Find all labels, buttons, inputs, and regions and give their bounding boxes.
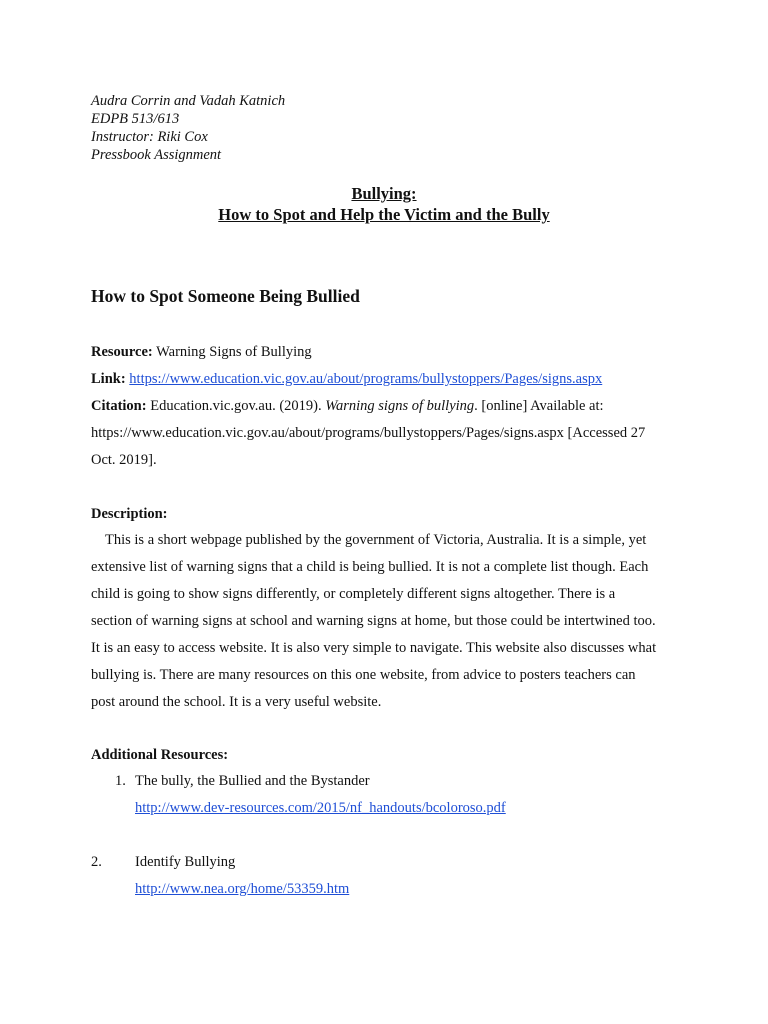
additional-resources-label: Additional Resources: bbox=[91, 747, 229, 763]
list-item-title: Identify Bullying bbox=[135, 854, 236, 870]
section-heading: How to Spot Someone Being Bullied bbox=[91, 286, 360, 306]
bcoloroso-link[interactable]: http://www.dev-resources.com/2015/nf_handouts/bcoloroso.pdf bbox=[135, 800, 506, 816]
citation-label: Citation: bbox=[91, 398, 147, 414]
title-line-1: Bullying: bbox=[351, 184, 417, 203]
resource-line bbox=[91, 344, 312, 361]
citation-post: . [online] Available at: bbox=[474, 398, 604, 414]
course-code: EDPB 513/613 bbox=[91, 111, 180, 127]
description-line: extensive list of warning signs that a child is being bullied. It is not a complete list though. Each bbox=[91, 559, 649, 575]
description-line: bullying is. There are many resources on this one website, from advice to posters teachers can bbox=[91, 667, 636, 683]
citation-line-1 bbox=[91, 398, 604, 415]
resource-value: Warning Signs of Bullying bbox=[152, 344, 312, 360]
citation-line-3: Oct. 2019]. bbox=[91, 452, 157, 468]
list-number: 2. bbox=[91, 854, 102, 870]
document-title bbox=[0, 183, 768, 225]
list-item-link bbox=[135, 881, 349, 898]
authors: Audra Corrin and Vadah Katnich bbox=[91, 93, 286, 109]
description-line: post around the school. It is a very useful website. bbox=[91, 694, 382, 710]
list-number: 1. bbox=[115, 773, 126, 789]
link-line bbox=[91, 371, 602, 388]
resource-label: Resource: bbox=[91, 344, 153, 360]
description-line: It is an easy to access website. It is also very simple to navigate. This website also discusses what bbox=[91, 640, 657, 656]
instructor: Instructor: Riki Cox bbox=[91, 129, 208, 145]
resource-link[interactable]: https://www.education.vic.gov.au/about/programs/bullystoppers/Pages/signs.aspx bbox=[129, 371, 603, 387]
nea-link[interactable]: http://www.nea.org/home/53359.htm bbox=[135, 881, 350, 897]
author-info bbox=[91, 92, 285, 164]
citation-pre: Education.vic.gov.au. (2019). bbox=[146, 398, 326, 414]
description-label: Description: bbox=[91, 506, 168, 522]
list-item-link bbox=[135, 800, 506, 817]
citation-line-2: https://www.education.vic.gov.au/about/programs/bullystoppers/Pages/signs.aspx [Accessed 27 bbox=[91, 425, 646, 441]
list-item-title: The bully, the Bullied and the Bystander bbox=[135, 773, 370, 789]
description-line: child is going to show signs differently, or completely different signs altogether. There is a bbox=[91, 586, 616, 602]
description-line: section of warning signs at school and warning signs at home, but those could be intertwined too. bbox=[91, 613, 656, 629]
assignment-name: Pressbook Assignment bbox=[91, 147, 222, 163]
citation-title: Warning signs of bullying bbox=[325, 398, 475, 414]
title-line-2: How to Spot and Help the Victim and the Bully bbox=[218, 205, 550, 224]
link-label: Link: bbox=[91, 371, 126, 387]
description-line: This is a short webpage published by the government of Victoria, Australia. It is a simple, yet bbox=[105, 532, 647, 548]
